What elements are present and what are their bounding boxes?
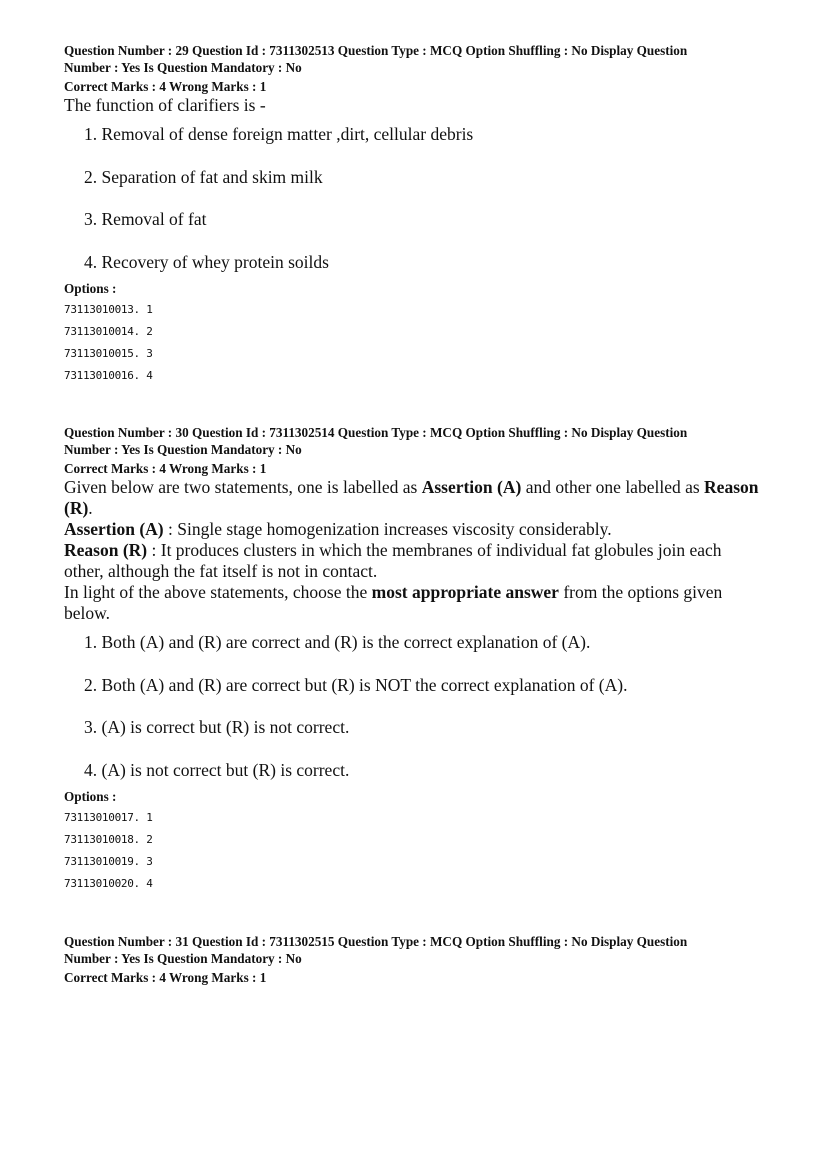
choice-item: 3. Removal of fat (84, 209, 207, 229)
question-29 (64, 42, 764, 387)
choice-item: 4. Recovery of whey protein soilds (84, 251, 329, 272)
option-id: 73113010017. 1 (64, 810, 153, 824)
option-id: 73113010014. 2 (64, 324, 153, 338)
option-id: 73113010015. 3 (64, 346, 153, 360)
option-id: 73113010016. 4 (64, 368, 153, 382)
meta-line-1: Question Number : 31 Question Id : 7311302515 Question Type : MCQ Option Shuffling : No Display Question (64, 934, 688, 949)
choice-item: 2. Both (A) and (R) are correct but (R) is NOT the correct explanation of (A). (84, 674, 628, 695)
choice-item: 1. Removal of dense foreign matter ,dirt, cellular debris (84, 124, 474, 144)
question-intro: Given below are two statements, one is labelled as Assertion (A) and other one labelled as Reason (R). (64, 477, 759, 518)
marks-line: Correct Marks : 4 Wrong Marks : 1 (64, 79, 267, 94)
reason-statement: Reason (R) : It produces clusters in which the membranes of individual fat globules join each other, although the fat itself is not in contact. (64, 540, 722, 581)
options-label: Options : (64, 788, 117, 804)
choice-item: 1. Both (A) and (R) are correct and (R) is the correct explanation of (A). (84, 632, 591, 652)
assertion-statement: Assertion (A) : Single stage homogenization increases viscosity considerably. (64, 519, 612, 539)
question-meta (64, 933, 764, 986)
question-31 (64, 933, 764, 986)
meta-line-2: Number : Yes Is Question Mandatory : No (64, 951, 302, 966)
choice-item: 4. (A) is not correct but (R) is correct. (84, 759, 350, 780)
meta-line-1: Question Number : 30 Question Id : 7311302514 Question Type : MCQ Option Shuffling : No Display Question (64, 425, 688, 440)
options-label: Options : (64, 280, 117, 296)
meta-line-2: Number : Yes Is Question Mandatory : No (64, 60, 302, 75)
question-meta (64, 42, 764, 95)
option-id: 73113010013. 1 (64, 302, 153, 316)
meta-line-1: Question Number : 29 Question Id : 7311302513 Question Type : MCQ Option Shuffling : No Display Question (64, 43, 688, 58)
question-text: The function of clarifiers is - (64, 95, 266, 115)
option-id: 73113010020. 4 (64, 876, 153, 890)
question-meta (64, 424, 764, 477)
option-id: 73113010018. 2 (64, 832, 153, 846)
choice-item: 2. Separation of fat and skim milk (84, 166, 323, 187)
instruction-text: In light of the above statements, choose the most appropriate answer from the options given below. (64, 582, 723, 623)
question-30 (64, 424, 764, 895)
choice-item: 3. (A) is correct but (R) is not correct. (84, 717, 350, 737)
marks-line: Correct Marks : 4 Wrong Marks : 1 (64, 970, 267, 985)
option-id: 73113010019. 3 (64, 854, 153, 868)
marks-line: Correct Marks : 4 Wrong Marks : 1 (64, 461, 267, 476)
choice-list (84, 632, 764, 781)
choice-list (84, 124, 764, 273)
meta-line-2: Number : Yes Is Question Mandatory : No (64, 442, 302, 457)
